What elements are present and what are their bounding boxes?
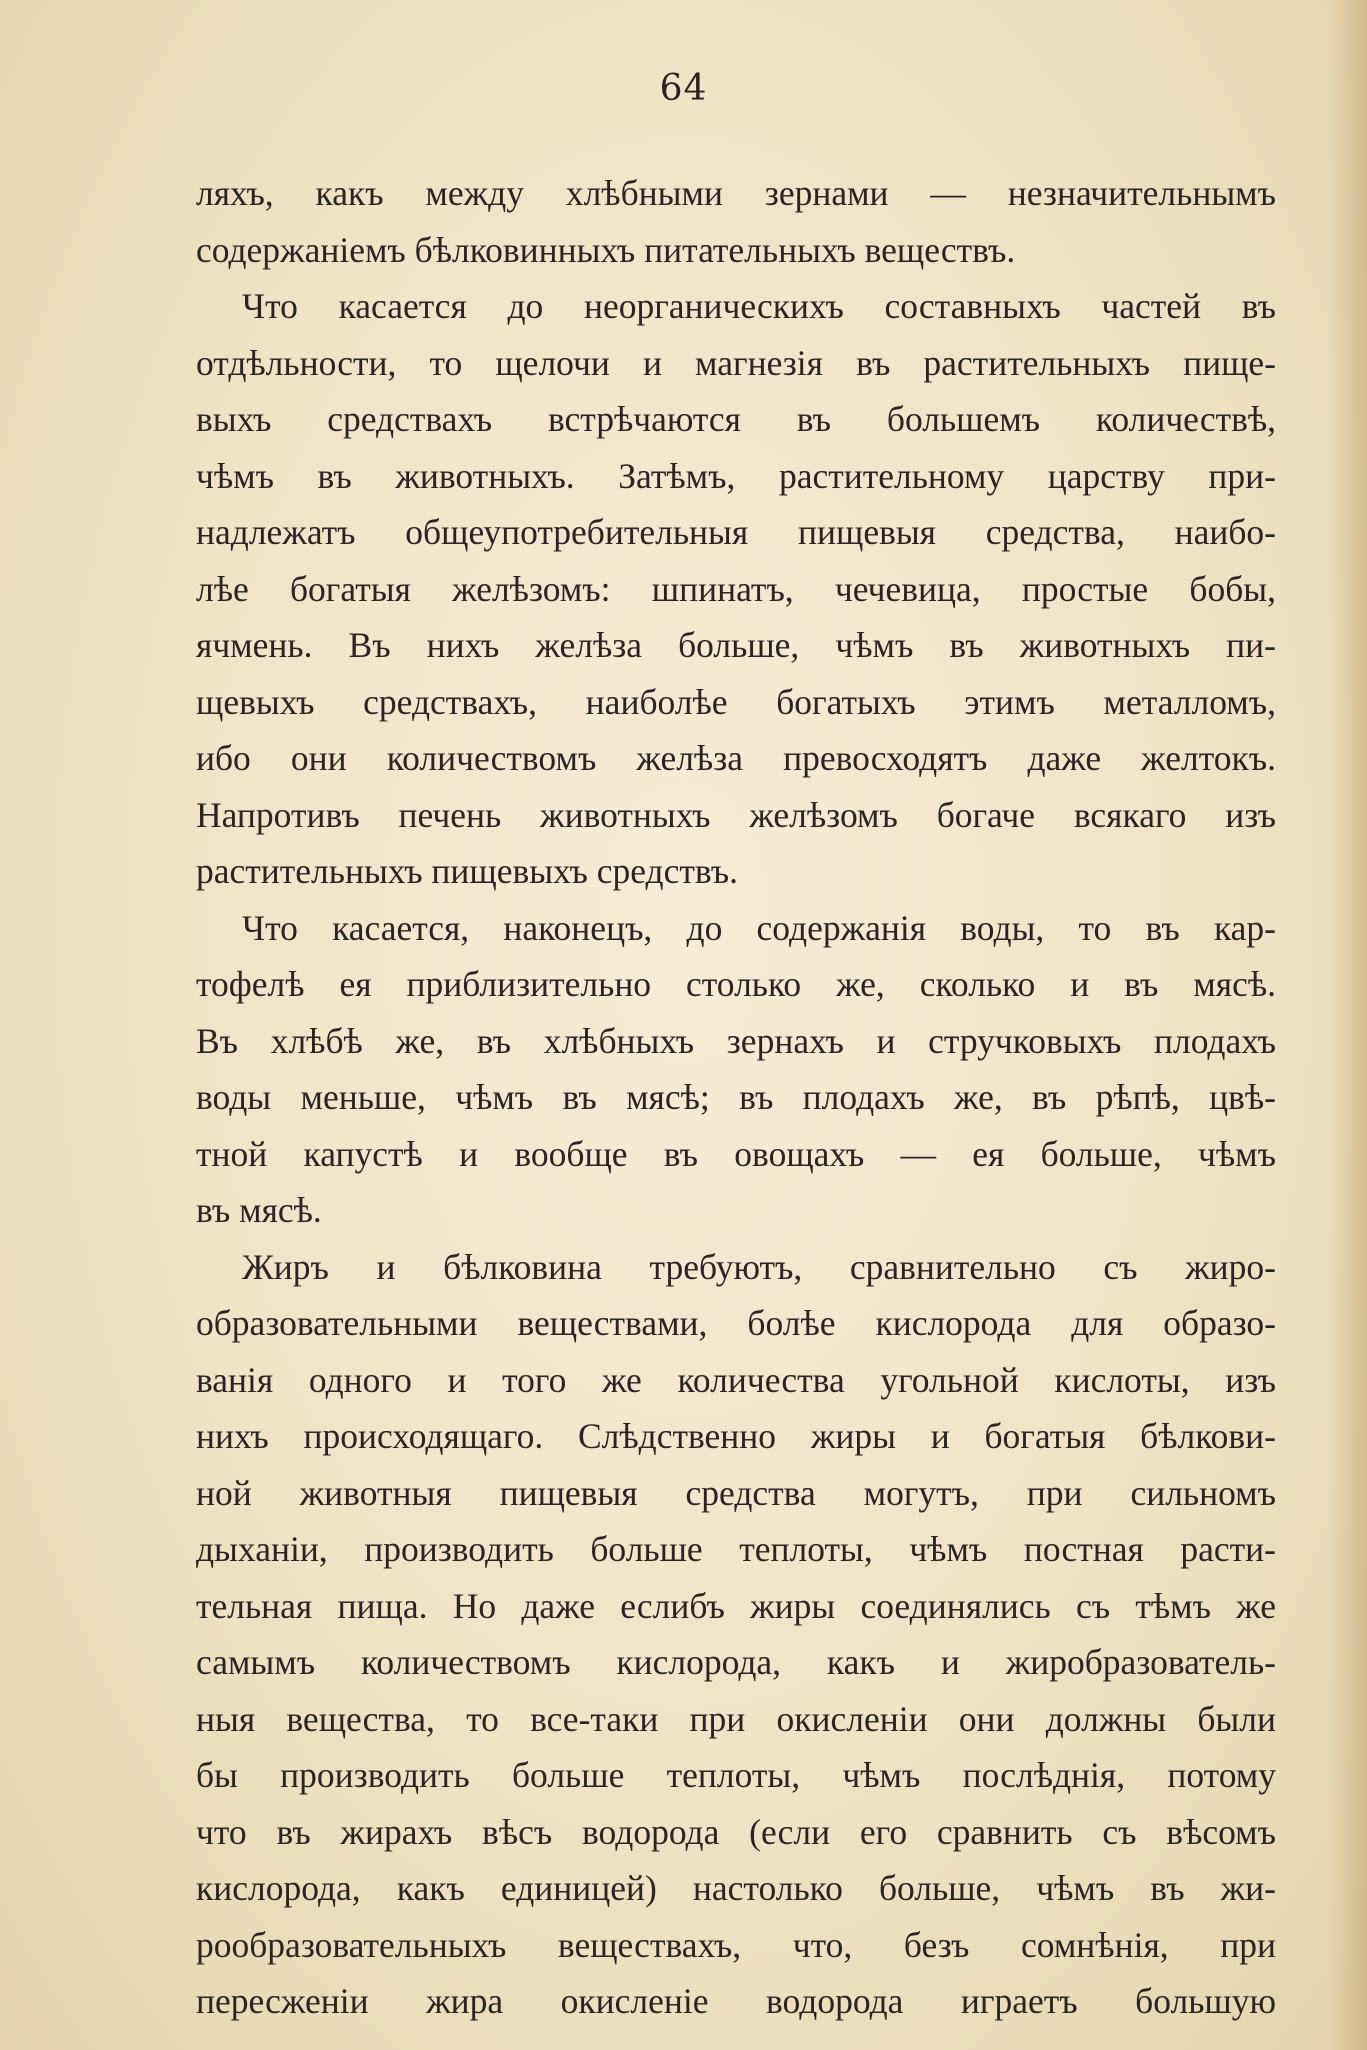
text-line: ванія одного и того же количества угольной кислоты, изъ xyxy=(196,1359,1276,1400)
text-line: растительныхъ пищевыхъ средствъ. xyxy=(196,851,738,891)
body-text xyxy=(196,165,1276,2030)
text-line: самымъ количествомъ кислорода, какъ и жиробразователь- xyxy=(196,1642,1276,1682)
text-line: щевыхъ средствахъ, наиболѣе богатыхъ этимъ металломъ, xyxy=(196,681,1276,722)
text-line: ныя вещества, то все-таки при окисленіи они должны были xyxy=(196,1698,1276,1739)
text-line: Напротивъ печень животныхъ желѣзомъ богаче всякаго изъ xyxy=(196,794,1276,835)
text-line: пересженіи жира окисленіе водорода играетъ большую xyxy=(196,1981,1276,2021)
text-line: отдѣльности, то щелочи и магнезія въ растительныхъ пище- xyxy=(196,342,1276,383)
text-line: что въ жирахъ вѣсъ водорода (если его сравнить съ вѣсомъ xyxy=(196,1811,1276,1852)
text-line: ляхъ, какъ между хлѣбными зернами — незначительнымъ xyxy=(196,173,1276,213)
text-line: кислорода, какъ единицей) настолько больше, чѣмъ въ жи- xyxy=(196,1868,1276,1908)
text-line: Жиръ и бѣлковина требуютъ, сравнительно съ жиро- xyxy=(242,1246,1276,1287)
text-line: чѣмъ въ животныхъ. Затѣмъ, растительному царству при- xyxy=(196,455,1276,496)
text-line: дыханіи, производить больше теплоты, чѣмъ постная расти- xyxy=(196,1529,1276,1569)
text-line: выхъ средствахъ встрѣчаются въ большемъ количествѣ, xyxy=(196,399,1276,439)
text-line: Въ хлѣбѣ же, въ хлѣбныхъ зернахъ и стручковыхъ плодахъ xyxy=(196,1020,1276,1061)
text-line: лѣе богатыя желѣзомъ: шпинатъ, чечевица, простые бобы, xyxy=(196,568,1276,609)
text-line: воды меньше, чѣмъ въ мясѣ; въ плодахъ же, въ рѣпѣ, цвѣ- xyxy=(196,1077,1276,1117)
text-line: въ мясѣ. xyxy=(196,1190,322,1230)
text-line: содержаніемъ бѣлковинныхъ питательныхъ веществъ. xyxy=(196,229,1016,270)
text-line: тельная пища. Но даже еслибъ жиры соединялись съ тѣмъ же xyxy=(196,1585,1276,1626)
text-line: рообразовательныхъ веществахъ, что, безъ сомнѣнія, при xyxy=(196,1924,1276,1965)
text-line: образовательными веществами, болѣе кислорода для образо- xyxy=(196,1303,1276,1343)
text-line: Что касается, наконецъ, до содержанія воды, то въ кар- xyxy=(242,907,1276,948)
text-line: бы производить больше теплоты, чѣмъ послѣднія, потому xyxy=(196,1755,1276,1795)
text-line: ячмень. Въ нихъ желѣза больше, чѣмъ въ животныхъ пи- xyxy=(196,625,1276,665)
text-line: ной животныя пищевыя средства могутъ, при сильномъ xyxy=(196,1472,1276,1513)
page-edge-shadow xyxy=(1327,0,1367,2050)
text-line: ибо они количествомъ желѣза превосходятъ даже желтокъ. xyxy=(196,738,1276,778)
text-line: Что касается до неорганическихъ составныхъ частей въ xyxy=(242,286,1276,326)
text-line: надлежатъ общеупотребительныя пищевыя средства, наибо- xyxy=(196,512,1276,552)
page-number: 64 xyxy=(659,68,708,109)
text-line: нихъ происходящаго. Слѣдственно жиры и богатыя бѣлкови- xyxy=(196,1416,1276,1456)
text-line: тофелѣ ея приблизительно столько же, сколько и въ мясѣ. xyxy=(196,964,1276,1004)
text-line: тной капустѣ и вообще въ овощахъ — ея больше, чѣмъ xyxy=(196,1133,1276,1174)
